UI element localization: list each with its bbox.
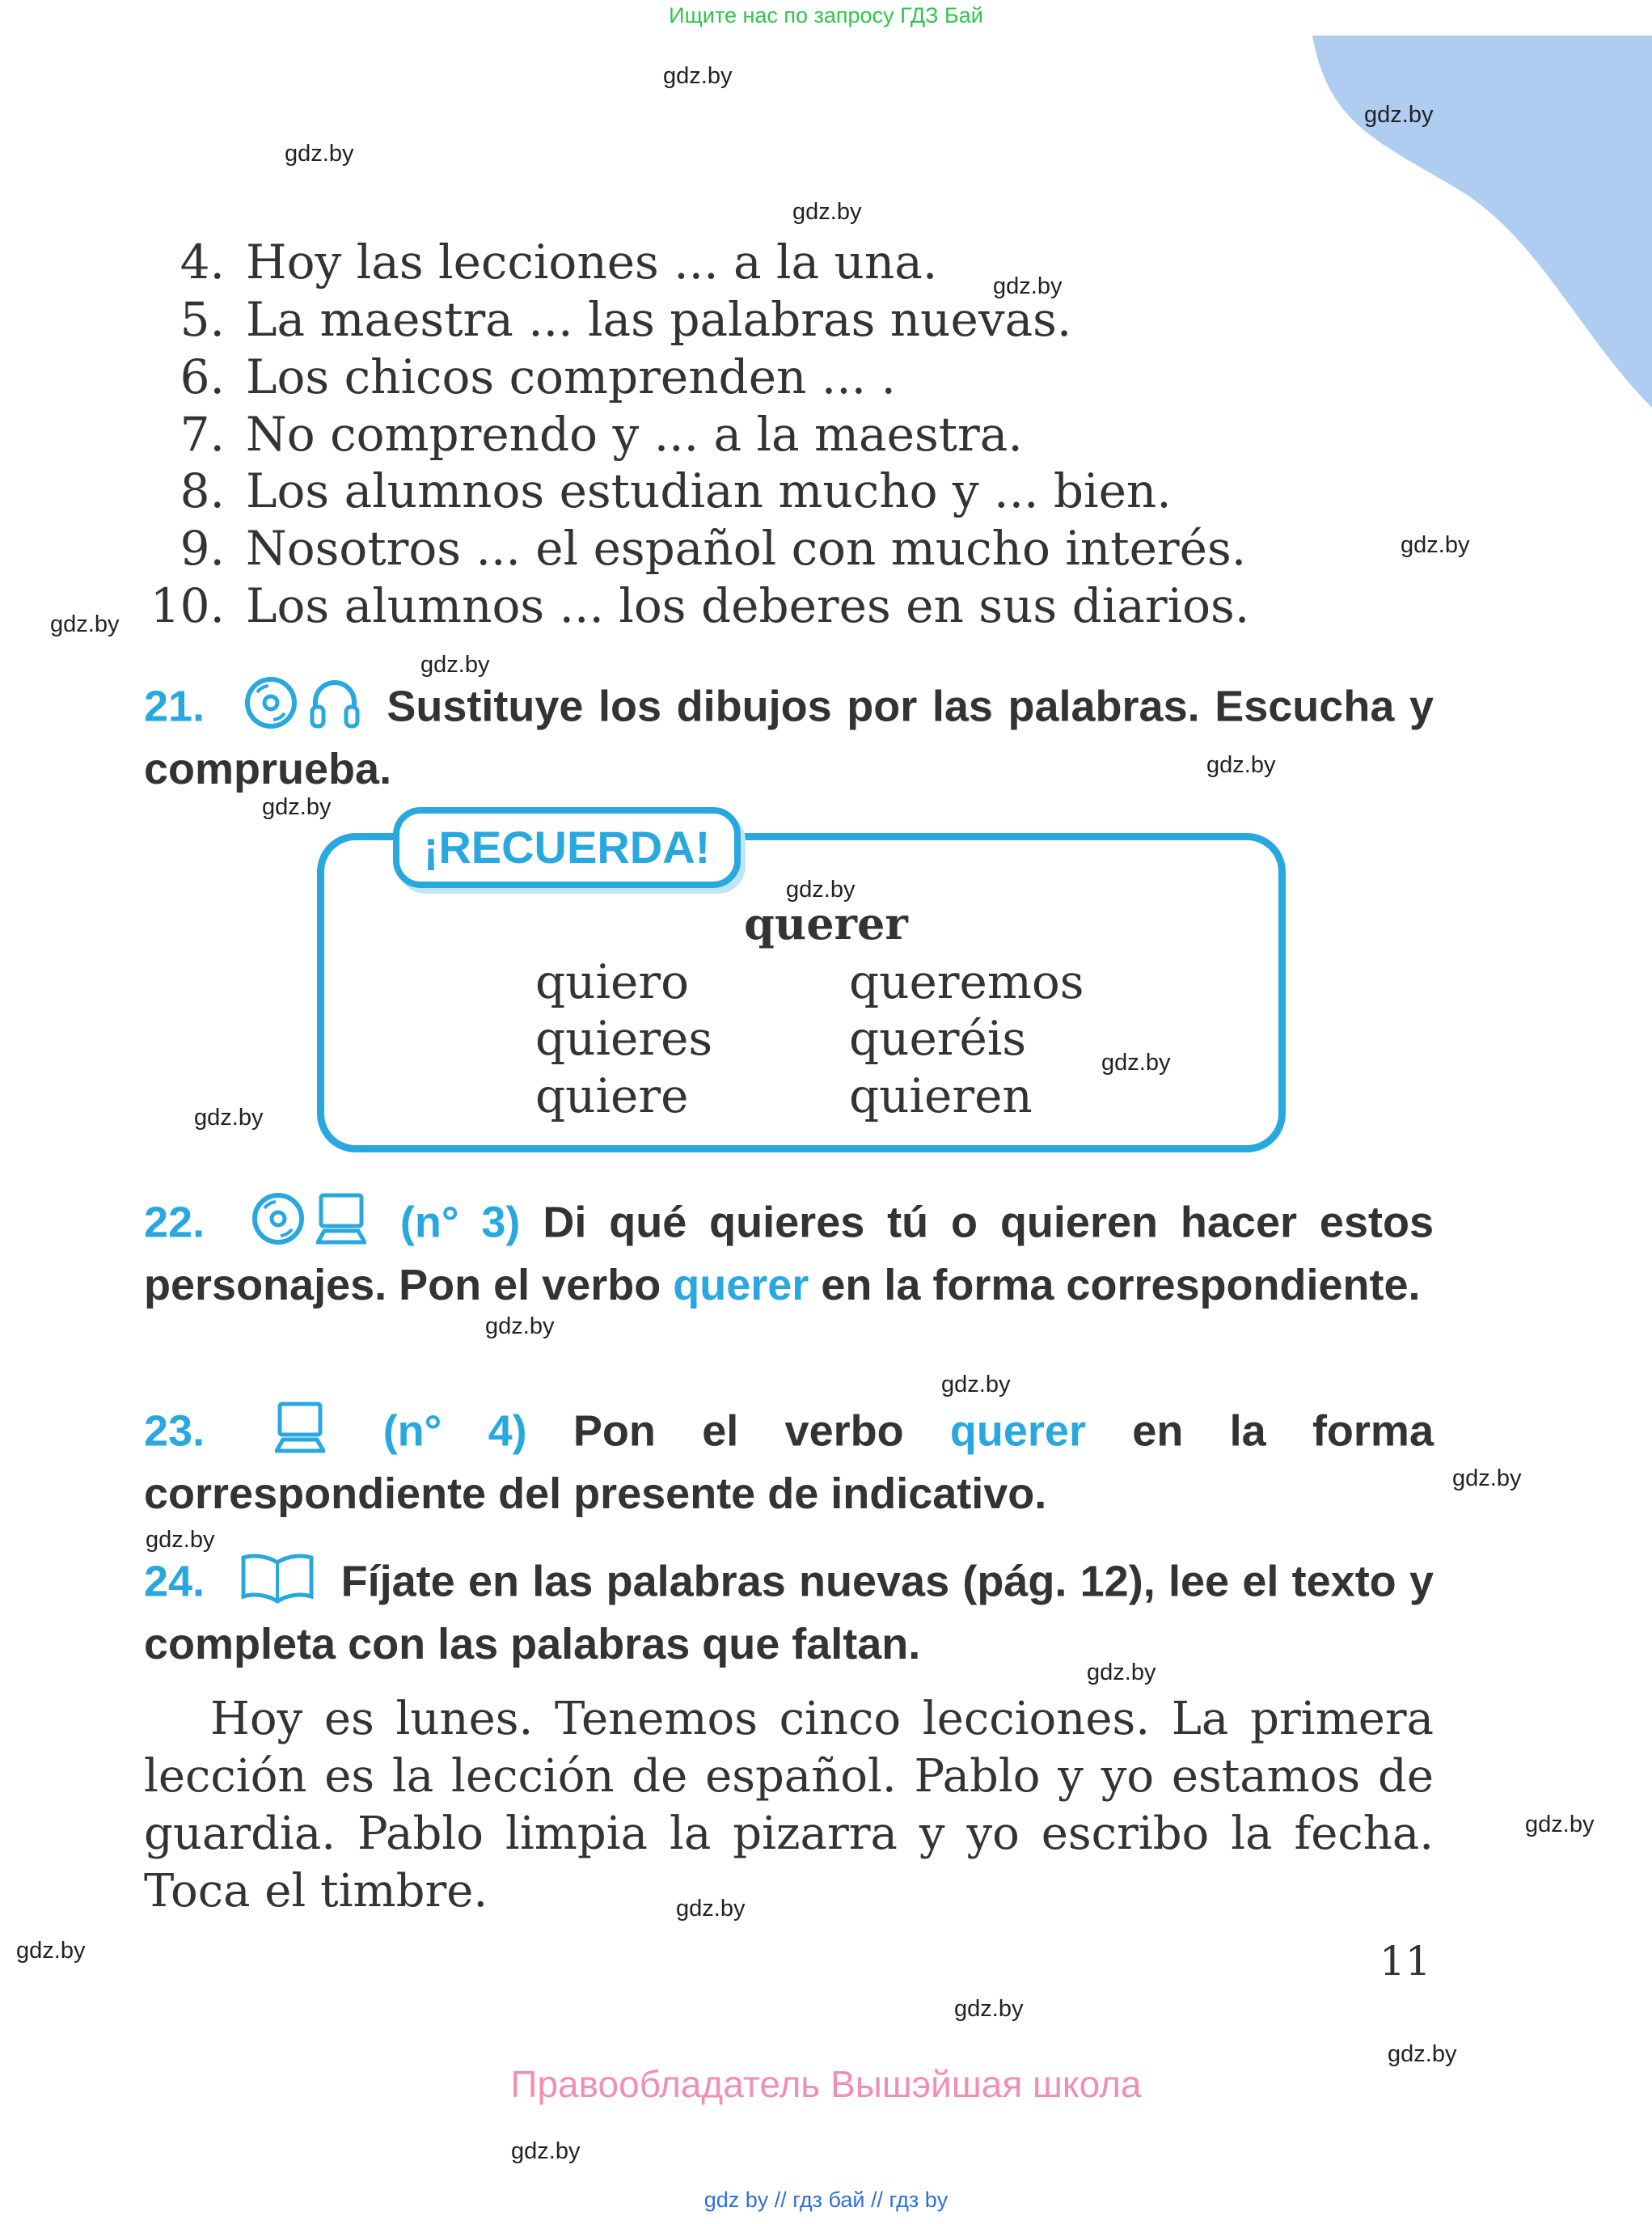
list-item: 7. No comprendo y ... a la maestra. <box>180 407 1023 462</box>
watermark: gdz.by <box>16 1938 86 1964</box>
watermark: gdz.by <box>1452 1465 1522 1491</box>
exercise-23 <box>144 1401 1434 1521</box>
workbook-reference: (n° 4) <box>382 1406 527 1456</box>
watermark: gdz.by <box>663 63 733 89</box>
exercise-text: en la forma correspondiente del presente de indicativo. <box>144 1406 1434 1518</box>
corner-decoration <box>1312 36 1652 408</box>
footer-links: gdz by // гдз бай // гдз by <box>703 2188 949 2212</box>
headphones-icon <box>309 676 361 742</box>
list-item: 6. Los chicos comprenden ... . <box>180 349 896 404</box>
cd-icon <box>251 1192 305 1258</box>
conjugation-form: queréis <box>849 1011 1027 1066</box>
watermark: gdz.by <box>285 141 354 167</box>
watermark: gdz.by <box>485 1313 555 1339</box>
watermark: gdz.by <box>941 1372 1011 1397</box>
page-number: 11 <box>1379 1938 1431 1985</box>
exercise-number: 22. <box>144 1198 205 1247</box>
list-item: 8. Los alumnos estudian mucho y ... bien. <box>180 463 1172 518</box>
watermark: gdz.by <box>1087 1660 1156 1685</box>
cd-icon <box>244 676 298 742</box>
watermark: gdz.by <box>792 199 862 225</box>
watermark: gdz.by <box>420 652 490 678</box>
watermark: gdz.by <box>146 1527 215 1553</box>
watermark: gdz.by <box>993 273 1063 299</box>
list-item: 4. Hoy las lecciones ... a la una. <box>180 235 938 290</box>
exercise-22 <box>144 1192 1434 1313</box>
conjugation-form: quiero <box>535 954 690 1009</box>
top-note: Ищите нас по запросу ГДЗ Бай <box>669 3 983 27</box>
workbook-reference: (n° 3) <box>399 1198 521 1247</box>
watermark: gdz.by <box>262 794 332 820</box>
watermark: gdz.by <box>1206 752 1276 778</box>
conjugation-form: quieren <box>849 1068 1033 1123</box>
computer-icon <box>275 1401 325 1467</box>
watermark: gdz.by <box>676 1896 746 1922</box>
exercise-text: Fíjate en las palabras nuevas (pág. 12), lee el texto y completa con las palabras que faltan. <box>144 1557 1434 1668</box>
exercise-number: 21. <box>144 682 205 731</box>
book-icon <box>239 1551 316 1617</box>
watermark: gdz.by <box>1364 102 1434 128</box>
watermark: gdz.by <box>50 611 120 637</box>
list-item: 10. Los alumnos ... los deberes en sus diarios. <box>150 578 1250 633</box>
conjugation-form: quiere <box>535 1068 689 1123</box>
exercise-text: Di qué quieres tú o quieren hacer estos personajes. Pon el verbo <box>144 1198 1434 1309</box>
exercise-21 <box>144 676 1434 797</box>
highlighted-verb: querer <box>949 1406 1086 1456</box>
verb-title: querer <box>744 898 908 949</box>
exercise-number: 23. <box>144 1406 205 1456</box>
exercise-text: en la forma correspondiente. <box>821 1261 1421 1309</box>
watermark: gdz.by <box>194 1105 264 1131</box>
watermark: gdz.by <box>954 1996 1024 2022</box>
watermark: gdz.by <box>1101 1050 1171 1076</box>
exercise-number: 24. <box>144 1557 205 1606</box>
highlighted-verb: querer <box>673 1261 809 1309</box>
exercise-text: Pon el verbo <box>572 1406 904 1456</box>
watermark: gdz.by <box>1525 1812 1595 1837</box>
watermark: gdz.by <box>786 877 856 903</box>
list-item: 9. Nosotros ... el español con mucho interés. <box>180 521 1247 576</box>
exercise-24 <box>144 1551 1434 1672</box>
exercise-text: Sustituye los dibujos por las palabras. Escucha y comprueba. <box>144 682 1434 793</box>
copyright-notice: Правообладатель Вышэйшая школа <box>510 2063 1142 2105</box>
conjugation-form: quieres <box>535 1011 713 1066</box>
watermark: gdz.by <box>1388 2041 1457 2067</box>
watermark: gdz.by <box>1401 532 1470 558</box>
watermark: gdz.by <box>511 2138 581 2164</box>
reading-paragraph: Hoy es lunes. Tenemos cinco lecciones. La primera lección es la lección de español. Pablo y yo estamos de guardia. Pablo limpia la pizarra y yo escribo la fecha. Toca el timbre. <box>144 1693 1434 1917</box>
list-item: 5. La maestra ... las palabras nuevas. <box>180 292 1072 347</box>
conjugation-form: queremos <box>849 954 1084 1009</box>
recuerda-title: ¡RECUERDA! <box>393 807 741 888</box>
computer-icon <box>316 1192 366 1258</box>
